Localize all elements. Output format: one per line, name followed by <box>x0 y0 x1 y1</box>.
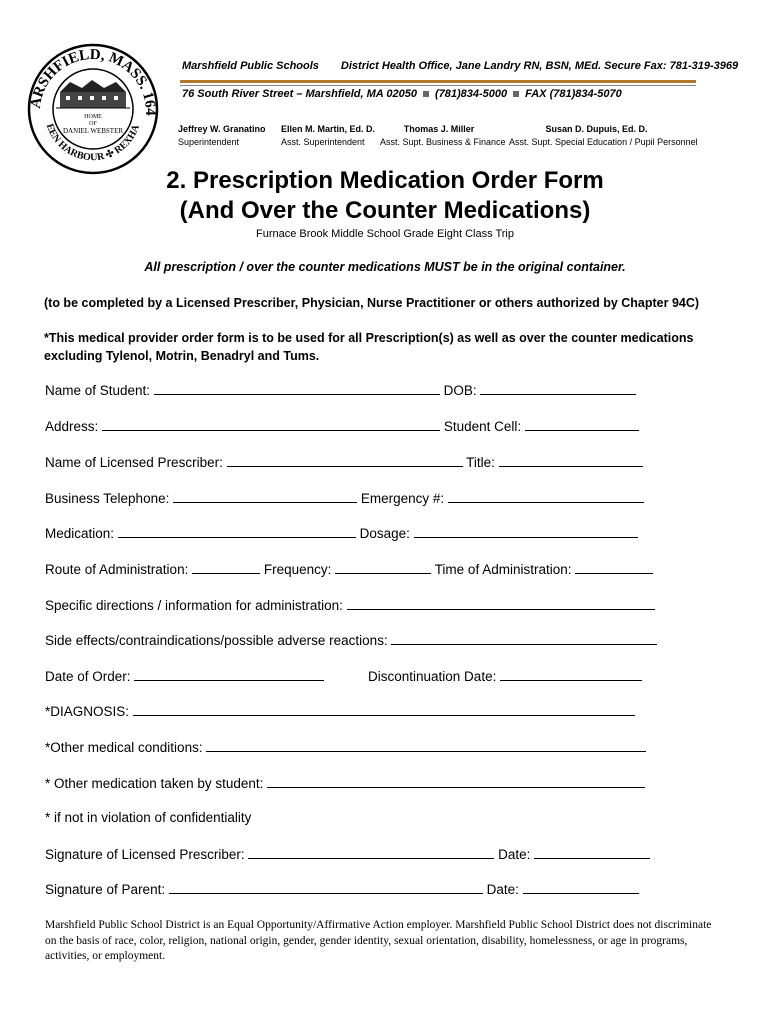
medication-row <box>45 525 638 541</box>
parent-date-field[interactable] <box>523 881 639 894</box>
header-divider <box>180 80 696 83</box>
parent-signature-label: Signature of Parent: <box>45 882 166 897</box>
diagnosis-label: *DIAGNOSIS: <box>45 704 130 719</box>
business-phone-label: Business Telephone: <box>45 491 170 506</box>
dob-label: DOB: <box>443 383 477 398</box>
dosage-label: Dosage: <box>359 526 410 541</box>
staff-title: Asst. Superintendent <box>281 137 365 147</box>
prescriber-date-field[interactable] <box>534 846 650 859</box>
seal-daniel-webster-text: DANIEL WEBSTER <box>62 127 124 135</box>
side-effects-row <box>45 632 657 648</box>
form-title-line-1: 2. Prescription Medication Order Form <box>166 167 604 194</box>
seal-outer-text: ARSHFIELD, MASS. 164 <box>27 46 159 116</box>
business-phone-field[interactable] <box>173 490 357 503</box>
prescriber-name-field[interactable] <box>227 454 463 467</box>
prescriber-signature-label: Signature of Licensed Prescriber: <box>45 847 245 862</box>
address-label: Address: <box>45 419 99 434</box>
student-name-field[interactable] <box>154 382 440 395</box>
medication-label: Medication: <box>45 526 115 541</box>
student-name-label: Name of Student: <box>45 383 151 398</box>
container-notice: All prescription / over the counter medications MUST be in the original container. <box>144 260 626 274</box>
form-subtitle: Furnace Brook Middle School Grade Eight Class Trip <box>255 228 514 240</box>
parent-signature-field[interactable] <box>169 881 483 894</box>
square-bullet-icon <box>513 91 519 97</box>
emergency-label: Emergency #: <box>360 491 445 506</box>
student-cell-field[interactable] <box>525 418 639 431</box>
address-row <box>45 418 639 434</box>
date-label: Date: <box>498 847 531 862</box>
staff-title: Asst. Supt. Business & Finance <box>380 137 506 147</box>
staff-title: Superintendent <box>178 137 240 147</box>
title-label: Title: <box>466 455 495 470</box>
prescriber-signature-field[interactable] <box>248 846 494 859</box>
eoe-statement: Marshfield Public School District is an Equal Opportunity/Affirmative Action employer. Marshfield Public School District does not discriminate on the basis of race, color, religion, national origin, gender, gender identity, sexual orientation, disability, homelessness, or age in programs, activities, or employment. <box>45 919 712 962</box>
seal-home-text: HOME <box>84 114 102 120</box>
town-seal-logo <box>26 42 160 176</box>
staff-name: Jeffrey W. Granatino <box>178 124 266 134</box>
dob-field[interactable] <box>480 382 636 395</box>
prescriber-signature-row <box>45 846 650 862</box>
discontinuation-row <box>368 668 642 684</box>
discontinuation-field[interactable] <box>500 668 642 681</box>
time-admin-label: Time of Administration: <box>434 562 572 577</box>
seal-of-text: OF <box>89 121 97 127</box>
route-row <box>45 561 653 577</box>
staff-member <box>380 124 506 147</box>
medication-field[interactable] <box>118 525 356 538</box>
header-line-2 <box>182 88 622 100</box>
discontinuation-label: Discontinuation Date: <box>368 669 497 684</box>
prescriber-name-label: Name of Licensed Prescriber: <box>45 455 223 470</box>
other-conditions-field[interactable] <box>206 739 646 752</box>
date-order-label: Date of Order: <box>45 669 131 684</box>
other-medication-label: * Other medication taken by student: <box>45 776 264 791</box>
other-medication-row <box>45 775 645 791</box>
parent-signature-row <box>45 881 639 897</box>
route-field[interactable] <box>192 561 260 574</box>
frequency-label: Frequency: <box>263 562 332 577</box>
time-admin-field[interactable] <box>575 561 653 574</box>
seal-lower-text: EEN HARBOUR ✣ REXHA <box>43 122 142 164</box>
staff-member <box>281 124 375 147</box>
completed-by-note: (to be completed by a Licensed Prescriber, Physician, Nurse Practitioner or others authorized by Chapter 94C) <box>44 296 700 310</box>
fax: FAX (781)834-5070 <box>525 88 622 100</box>
date-order-row <box>45 668 324 684</box>
phone: (781)834-5000 <box>434 88 508 100</box>
staff-name: Ellen M. Martin, Ed. D. <box>281 124 376 134</box>
form-title-line-2: (And Over the Counter Medications) <box>179 197 591 224</box>
side-effects-field[interactable] <box>391 632 657 645</box>
address-field[interactable] <box>102 418 440 431</box>
frequency-field[interactable] <box>335 561 431 574</box>
directions-row <box>45 597 655 613</box>
form-title <box>0 166 770 226</box>
student-name-row <box>45 382 636 398</box>
emergency-field[interactable] <box>448 490 644 503</box>
telephone-row <box>45 490 644 506</box>
directions-field[interactable] <box>347 597 655 610</box>
staff-member <box>178 124 266 147</box>
dosage-field[interactable] <box>414 525 638 538</box>
address: 76 South River Street – Marshfield, MA 02050 <box>182 88 417 100</box>
confidentiality-note: * if not in violation of confidentiality <box>45 810 252 825</box>
usage-note: *This medical provider order form is to be used for all Prescription(s) as well as over the counter medications excluding Tylenol, Motrin, Benadryl and Tums. <box>44 331 694 363</box>
student-cell-label: Student Cell: <box>443 419 522 434</box>
other-conditions-label: *Other medical conditions: <box>45 740 203 755</box>
staff-member <box>509 124 698 147</box>
route-label: Route of Administration: <box>45 562 189 577</box>
other-conditions-row <box>45 739 646 755</box>
square-bullet-icon <box>423 91 429 97</box>
health-office: District Health Office, Jane Landry RN, BSN, MEd. Secure Fax: 781-319-3969 <box>340 60 739 72</box>
diagnosis-row <box>45 703 635 719</box>
header-divider-thin <box>180 85 696 86</box>
directions-label: Specific directions / information for administration: <box>45 598 343 613</box>
staff-name: Susan D. Dupuis, Ed. D. <box>545 124 648 134</box>
title-field[interactable] <box>499 454 643 467</box>
other-medication-field[interactable] <box>267 775 645 788</box>
staff-title: Asst. Supt. Special Education / Pupil Personnel <box>509 137 698 147</box>
header-line-1 <box>182 60 738 72</box>
side-effects-label: Side effects/contraindications/possible adverse reactions: <box>45 633 388 648</box>
staff-name: Thomas J. Miller <box>403 124 475 134</box>
diagnosis-field[interactable] <box>133 703 635 716</box>
date-label: Date: <box>486 882 519 897</box>
date-order-field[interactable] <box>134 668 324 681</box>
org-name: Marshfield Public Schools <box>182 60 319 72</box>
prescriber-row <box>45 454 643 470</box>
